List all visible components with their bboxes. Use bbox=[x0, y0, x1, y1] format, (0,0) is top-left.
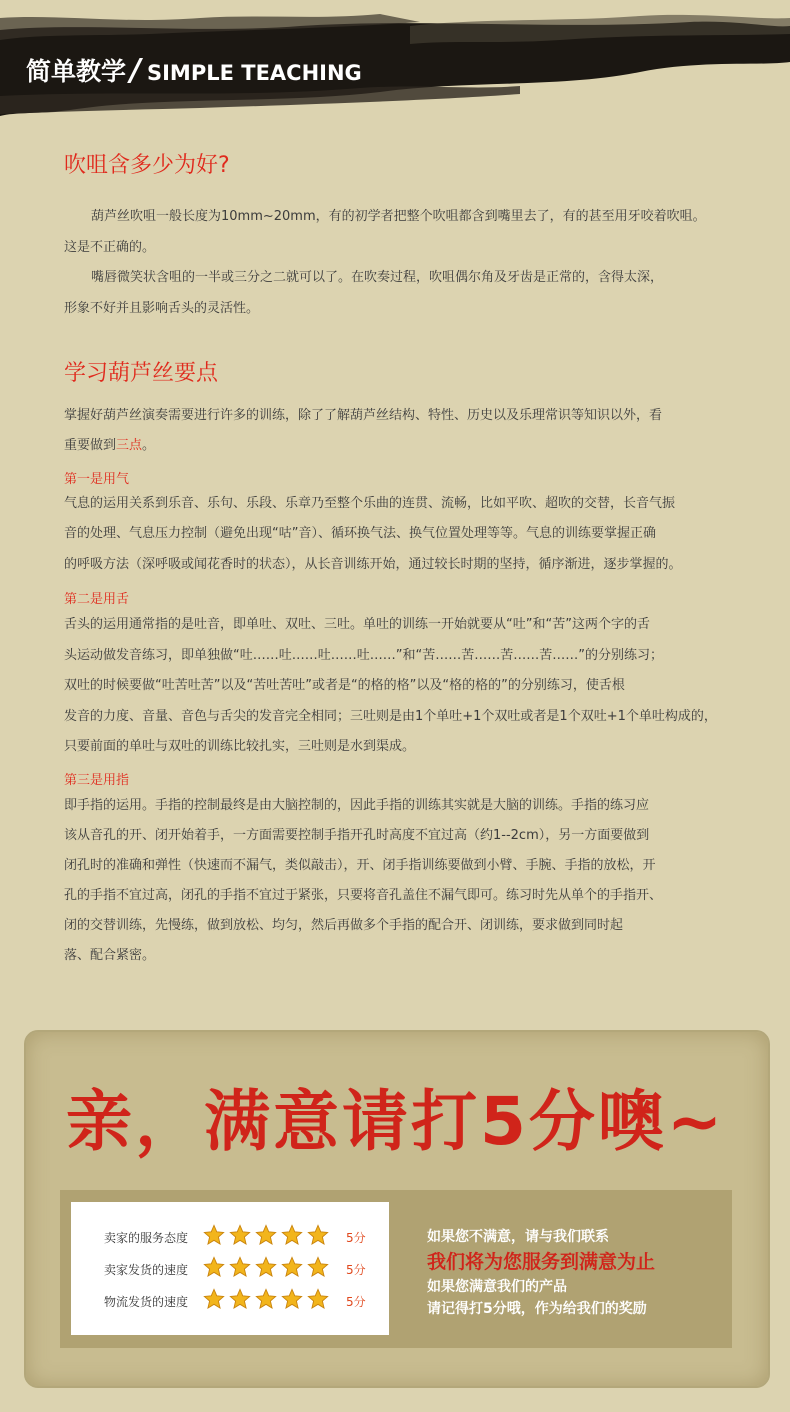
point2-line-1: 舌头的运用通常指的是吐音，即单吐、双吐、三吐。单吐的训练一开始就要从“吐”和“苦”这两个字的舌 bbox=[64, 617, 650, 632]
point3-line-5: 闭的交替训练，先慢练，做到放松、均匀，然后再做多个手指的配合开、闭训练，要求做到同时起 bbox=[64, 918, 624, 933]
star-icon bbox=[307, 1256, 329, 1278]
header-banner bbox=[0, 0, 790, 120]
rating-stars-1 bbox=[203, 1224, 333, 1246]
rating-score-1: 5分 bbox=[346, 1231, 366, 1245]
rating-score-2: 5分 bbox=[346, 1263, 366, 1277]
star-icon bbox=[307, 1288, 329, 1310]
section1-line-2: 这是不正确的。 bbox=[64, 240, 156, 255]
intro-prefix: 重要做到 bbox=[64, 438, 117, 453]
section2-intro-line-1: 掌握好葫芦丝演奏需要进行许多的训练，除了了解葫芦丝结构、特性、历史以及乐理常识等知识以外，看 bbox=[64, 408, 663, 423]
point2-line-3: 双吐的时候要做“吐苦吐苦”以及“苦吐苦吐”或者是“的格的格”以及“格的格的”的分别练习，使舌根 bbox=[64, 678, 625, 693]
point2-line-4: 发音的力度、音量、音色与舌尖的发音完全相同；三吐则是由1个单吐+1个双吐或者是1个双吐+1个单吐构成的， bbox=[64, 709, 717, 724]
section1-line-3: 嘴唇微笑状含咀的一半或三分之二就可以了。在吹奏过程，吹咀偶尔角及牙齿是正常的，含得太深， bbox=[91, 270, 664, 285]
section1-line-4: 形象不好并且影响舌头的灵活性。 bbox=[64, 301, 260, 316]
point1-line-3: 的呼吸方法（深呼吸或闻花香时的状态），从长音训练开始，通过较长时期的坚持，循序渐进，逐步掌握的。 bbox=[64, 557, 682, 572]
rating-slogan: 亲，满意请打5分噢~ bbox=[66, 1083, 726, 1160]
star-icon bbox=[255, 1256, 277, 1278]
point1-label: 第一是用气 bbox=[64, 472, 130, 487]
rating-row-label-3: 物流发货的速度 bbox=[104, 1295, 189, 1309]
intro-suffix: 。 bbox=[142, 438, 156, 453]
star-icon bbox=[203, 1288, 225, 1310]
star-icon bbox=[307, 1224, 329, 1246]
section2-heading: 学习葫芦丝要点 bbox=[64, 361, 219, 386]
rating-message-1: 如果您不满意，请与我们联系 bbox=[427, 1229, 609, 1245]
rating-message-2: 我们将为您服务到满意为止 bbox=[427, 1251, 656, 1273]
point2-label: 第二是用舌 bbox=[64, 592, 130, 607]
intro-highlight: 三点 bbox=[116, 438, 143, 453]
point3-label: 第三是用指 bbox=[64, 773, 130, 788]
rating-row-label-2: 卖家发货的速度 bbox=[104, 1263, 189, 1277]
header-title-cn: 简单教学 bbox=[26, 57, 127, 86]
point2-line-2: 头运动做发音练习，即单独做“吐……吐……吐……吐……”和“苦……苦……苦……苦……”的分别练习； bbox=[64, 648, 663, 663]
section1-line-1: 葫芦丝吹咀一般长度为10mm~20mm，有的初学者把整个吹咀都含到嘴里去了，有的甚至用牙咬着吹咀。 bbox=[91, 209, 706, 224]
rating-message-3: 如果您满意我们的产品 bbox=[427, 1279, 567, 1295]
star-icon bbox=[281, 1224, 303, 1246]
star-icon bbox=[229, 1256, 251, 1278]
rating-stars-3 bbox=[203, 1288, 333, 1310]
star-icon bbox=[281, 1288, 303, 1310]
star-icon bbox=[229, 1224, 251, 1246]
rating-message-4: 请记得打5分哦，作为给我们的奖励 bbox=[427, 1301, 647, 1317]
star-icon bbox=[229, 1288, 251, 1310]
section1-heading: 吹咀含多少为好? bbox=[64, 153, 230, 178]
header-title-en: SIMPLE TEACHING bbox=[146, 61, 362, 85]
point2-line-5: 只要前面的单吐与双吐的训练比较扎实，三吐则是水到渠成。 bbox=[64, 739, 416, 754]
star-icon bbox=[281, 1256, 303, 1278]
header-slash: / bbox=[130, 53, 141, 88]
point3-line-2: 该从音孔的开、闭开始着手，一方面需要控制手指开孔时高度不宜过高（约1--2cm），另一方面要做到 bbox=[64, 828, 650, 843]
rating-score-3: 5分 bbox=[346, 1295, 366, 1309]
rating-stars-2 bbox=[203, 1256, 333, 1278]
point3-line-4: 孔的手指不宜过高，闭孔的手指不宜过于紧张，只要将音孔盖住不漏气即可。练习时先从单个的手指开、 bbox=[64, 888, 663, 903]
point3-line-3: 闭孔时的准确和弹性（快速而不漏气，类似敲击），开、闭手指训练要做到小臂、手腕、手指的放松，开 bbox=[64, 858, 656, 873]
header-title bbox=[26, 52, 362, 88]
point1-line-1: 气息的运用关系到乐音、乐句、乐段、乐章乃至整个乐曲的连贯、流畅，比如平吹、超吹的交替，长音气振 bbox=[64, 496, 676, 511]
point3-line-1: 即手指的运用。手指的控制最终是由大脑控制的，因此手指的训练其实就是大脑的训练。手指的练习应 bbox=[64, 798, 650, 813]
point3-line-6: 落、配合紧密。 bbox=[64, 948, 156, 963]
star-icon bbox=[255, 1224, 277, 1246]
section2-intro-line-2 bbox=[64, 436, 155, 456]
rating-row-label-1: 卖家的服务态度 bbox=[104, 1231, 189, 1245]
star-icon bbox=[203, 1224, 225, 1246]
star-icon bbox=[255, 1288, 277, 1310]
star-icon bbox=[203, 1256, 225, 1278]
point1-line-2: 音的处理、气息压力控制（避免出现“咕”音）、循环换气法、换气位置处理等等。气息的训练要掌握正确 bbox=[64, 526, 656, 541]
